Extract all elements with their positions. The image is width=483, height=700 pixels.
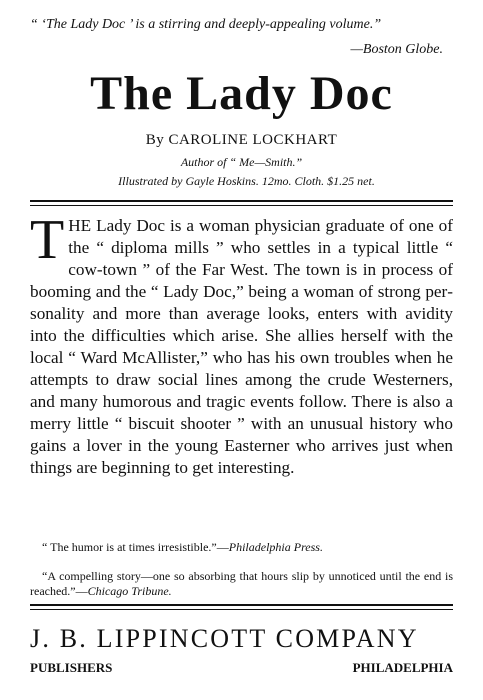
divider-top — [30, 200, 453, 202]
publisher-name: J. B. LIPPINCOTT COMPANY — [30, 624, 419, 653]
book-byline: By CAROLINE LOCKHART — [145, 132, 338, 148]
press-quote-1-text: “ The humor is at times irresistible.”— — [42, 540, 229, 554]
book-title: The Lady Doc — [90, 67, 393, 120]
press-quote-1 — [30, 540, 453, 555]
top-review-attribution: —Boston Globe. — [350, 42, 443, 57]
drop-cap: T — [30, 209, 65, 271]
publisher-label: PUBLISHERS — [30, 660, 113, 675]
publisher-city: PHILADELPHIA — [352, 660, 453, 675]
press-quote-2-source: Chicago Tribune. — [87, 584, 172, 598]
divider-bottom-thin — [30, 609, 453, 610]
press-quote-2-text: “A compelling story—one so absorbing that hours slip by unnoticed until the end is reached.”— — [30, 569, 453, 598]
book-details: Illustrated by Gayle Hoskins. 12mo. Cloth. $1.25 net. — [118, 174, 375, 188]
author-previous-work: Author of “ Me—Smith.” — [180, 155, 303, 169]
press-quote-2 — [30, 569, 453, 599]
press-quote-1-source: Philadelphia Press. — [228, 540, 323, 554]
divider-bottom — [30, 604, 453, 606]
description-text: HE Lady Doc is a woman physician graduate of one of the “ diploma mills ” who settles in a typical little “ cow-town ” of the Far West. The town is in process of booming and the “ Lady Doc,” being a woman of strong personality and more than average looks, enters with avidity into the difficulties which arise. She allies herself with the local “ Ward McAllister,” who has his own troubles when he attempts to draw social lines among the crude Westerners, and many humorous and tragic events follow. There is also a merry little “ biscuit shooter ” with an unusual history who gains a lover in the young Easterner who arrives just when things are beginning to get interesting. — [30, 216, 453, 477]
publisher-footer — [30, 660, 453, 676]
divider-top-thin — [30, 205, 453, 206]
book-description — [30, 209, 453, 479]
top-review-quote: “ ‘The Lady Doc ’ is a stirring and deeply-appealing volume.” — [30, 17, 382, 32]
